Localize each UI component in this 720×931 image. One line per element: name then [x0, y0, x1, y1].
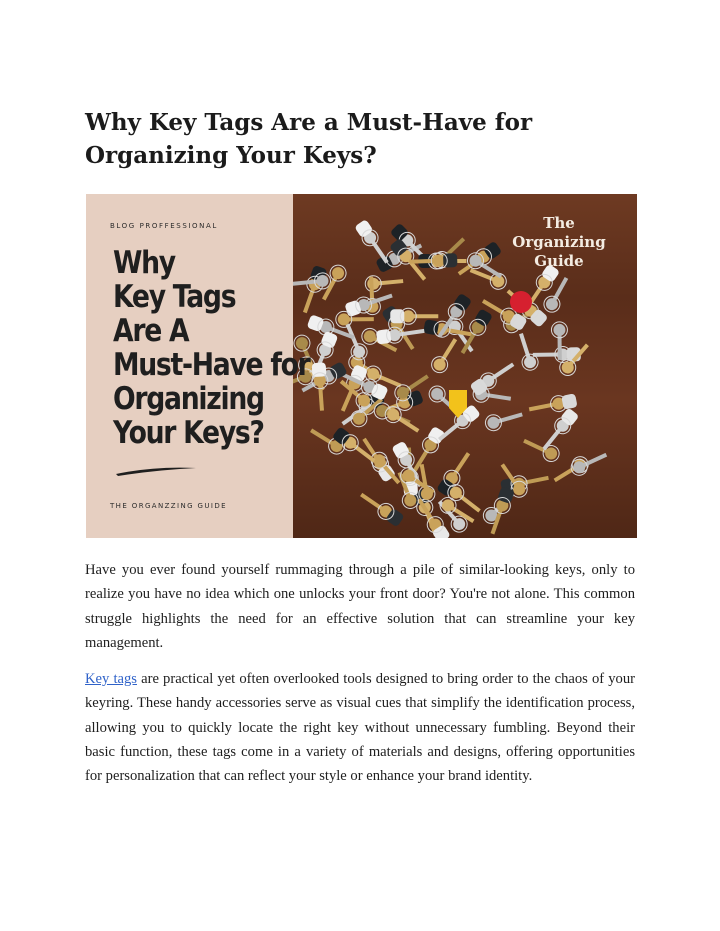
hero-headline: [113, 246, 337, 450]
paragraph-intro: Have you ever found yourself rummaging through a pile of similar-looking keys, only to realize you have no idea which one unlocks your front door? You're not alone. This common struggle highlights the need for an effective solution that can streamline your key management.: [85, 562, 635, 651]
key-icon: [469, 358, 518, 398]
hero-headline-line: Why: [113, 245, 175, 281]
corner-label-line2: Guide: [534, 252, 584, 270]
red-tag-icon: [510, 291, 532, 313]
hero-headline-line: Your Keys?: [113, 415, 264, 451]
paragraph-key-tags: [85, 667, 635, 788]
swoosh-underline-icon: [114, 464, 198, 478]
keys-photo: [293, 194, 637, 538]
key-icon: [429, 335, 463, 376]
guide-footer-label: THE ORGANZZING GUIDE: [110, 502, 227, 510]
key-tags-link[interactable]: Key tags: [85, 671, 137, 687]
key-icon: [484, 407, 525, 433]
key-icon: [408, 425, 447, 474]
key-icon: [357, 488, 406, 528]
paragraph-key-tags-text: are practical yet often overlooked tools designed to bring order to the chaos of your keyring. These handy accessories serve as visual cues that simplify the identification process, allowing you to quickly locate the right key without unnecessary fumbling. Beyond their basic function, these tags come in a variety of materials and designs, offering opportunities for personalization that can reflect your style or enhance your brand identity.: [85, 671, 635, 785]
hero-headline-line: Key Tags: [113, 279, 236, 315]
key-icon: [382, 404, 423, 438]
hero-headline-line: Are A: [113, 313, 189, 349]
corner-label-line1: The Organizing: [512, 214, 606, 251]
hero-headline-line: Organizing: [113, 381, 264, 417]
page-title: Why Key Tags Are a Must-Have for Organizing Your Keys?: [85, 109, 533, 169]
hero-image: [86, 194, 637, 538]
blog-label: BLOG PROFFESSIONAL: [110, 222, 218, 230]
corner-label: [499, 214, 619, 271]
key-icon: [521, 433, 562, 464]
key-icon: [538, 407, 580, 454]
key-icon: [513, 331, 540, 372]
hero-headline-line: Must-Have for: [113, 347, 310, 383]
